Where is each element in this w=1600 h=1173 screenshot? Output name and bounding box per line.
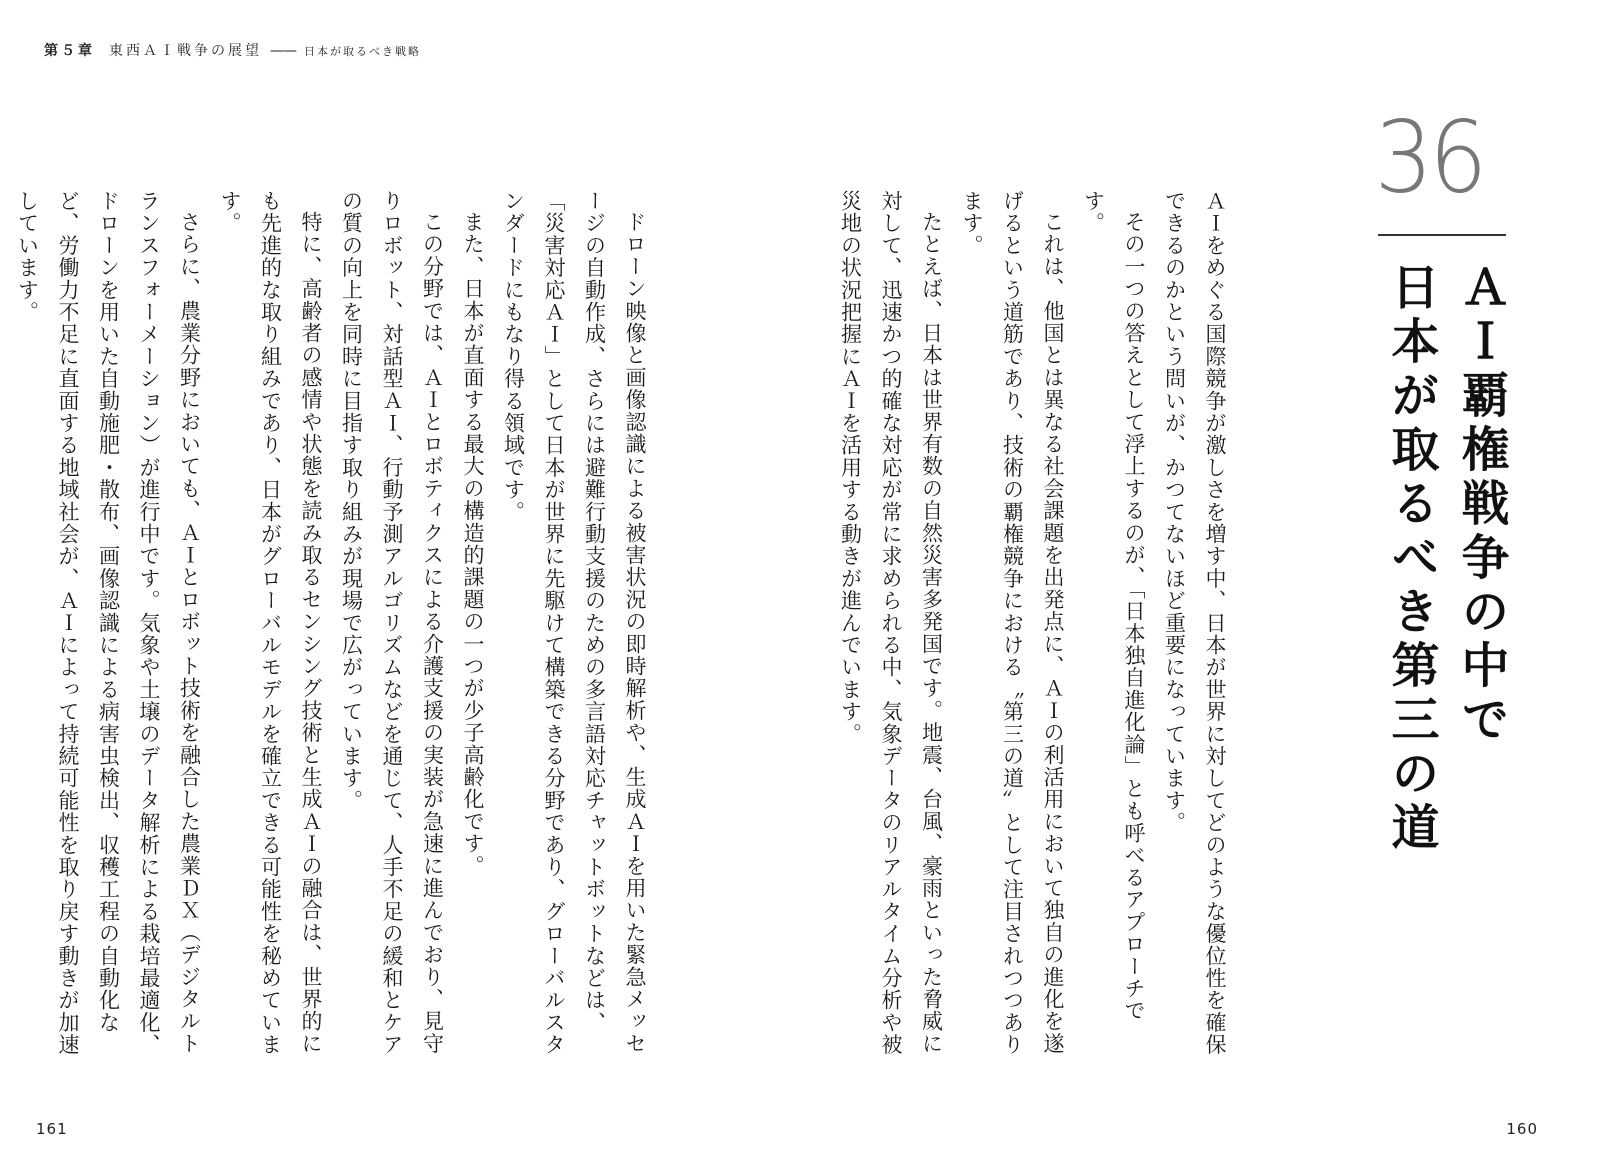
chapter-label: 第５章 xyxy=(44,43,95,59)
running-head xyxy=(44,40,421,60)
left-page-body xyxy=(15,190,655,1065)
page-number-right: 160 xyxy=(1506,1120,1538,1138)
title-divider xyxy=(1378,234,1506,236)
paragraph: ＡＩをめぐる国際競争が激しさを増す中、日本が世界に対してどのような優位性を確保できるのかという問いが、かつてないほど重要になっています。 xyxy=(1162,190,1227,1056)
paragraph: この分野では、ＡＩとロボティクスによる介護支援の実装が急速に進んでおり、見守りロボット、対話型ＡＩ、行動予測アルゴリズムなどを通じて、人手不足の緩和とケアの質の向上を同時に目指す取り組みが現場で広がっています。 xyxy=(339,190,445,1056)
chapter-title: 東西ＡＩ戦争の展望 xyxy=(109,43,262,59)
paragraph: さらに、農業分野においても、ＡＩとロボット技術を融合した農業ＤＸ（デジタルトランスフォーメーション）が進行中です。気象や土壌のデータ解析による栽培最適化、ドローンを用いた自動施肥・散布、画像認識による病害虫検出、収穫工程の自動化など、労働力不足に直面する地域社会が、ＡＩによって持続可能性を取り戻す動きが加速しています。 xyxy=(15,190,202,1056)
section-number: 36 xyxy=(1374,99,1484,216)
paragraph: ドローン映像と画像認識による被害状況の即時解析や、生成ＡＩを用いた緊急メッセージの自動作成、さらには避難行動支援のための多言語対応チャットボットなどは、「災害対応ＡＩ」として日本が世界に先駆けて構築できる分野であり、グローバルスタンダードにもなり得る領域です。 xyxy=(501,190,647,1056)
section-title xyxy=(1376,262,1516,856)
paragraph: また、日本が直面する最大の構造的課題の一つが少子高齢化です。 xyxy=(461,211,485,877)
section-title-line-2: 日本が取るべき第三の道 xyxy=(1383,262,1439,856)
paragraph: その一つの答えとして浮上するのが、「日本独自進化論」とも呼べるアプローチです。 xyxy=(1081,190,1146,1022)
paragraph: これは、他国とは異なる社会課題を出発点に、ＡＩの利活用において独自の進化を遂げるという道筋であり、技術の覇権競争における〝第三の道〟として注目されつつあります。 xyxy=(960,190,1065,1056)
paragraph: たとえば、日本は世界有数の自然災害多発国です。地震、台風、豪雨といった脅威に対して、迅速かつ的確な対応が常に求められる中、気象データのリアルタイム分析や被災地の状況把握にＡＩを活用する動きが進んでいます。 xyxy=(838,190,944,1056)
section-title-line-1: ＡＩ覇権戦争の中で xyxy=(1453,262,1509,748)
chapter-subtitle: 日本が取るべき戦略 xyxy=(304,45,421,58)
page-number-left: 161 xyxy=(36,1120,68,1138)
header-dash: —— xyxy=(270,43,296,59)
paragraph: 特に、高齢者の感情や状態を読み取るセンシング技術と生成ＡＩの融合は、世界的にも先進的な取り組みであり、日本がグローバルモデルを確立できる可能性を秘めています。 xyxy=(218,190,323,1056)
right-page-body xyxy=(838,190,1235,1065)
